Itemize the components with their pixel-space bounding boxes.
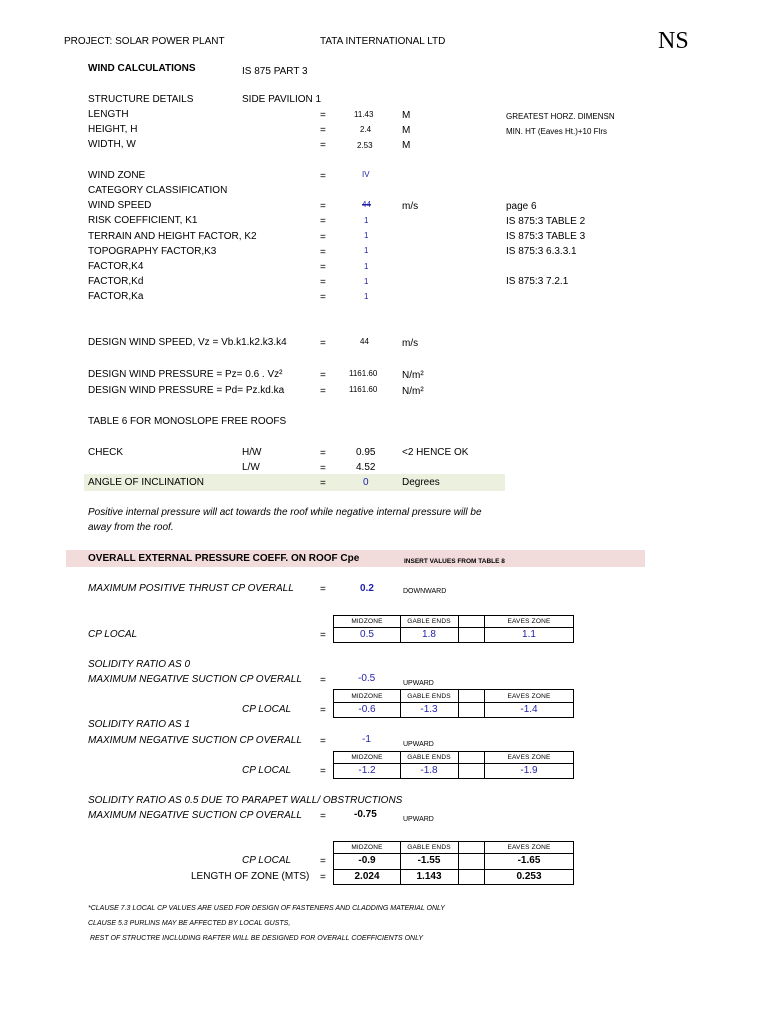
factor-note: page 6	[506, 201, 537, 212]
equals-sign: =	[320, 232, 326, 243]
angle-unit: Degrees	[402, 477, 440, 488]
cp-local-eaves-value: -1.4	[520, 704, 538, 715]
cp-local-gable-value: -1.3	[420, 704, 438, 715]
col-header-eaves-zone: EAVES ZONE	[507, 618, 551, 625]
cp-local-midzone-value: 0.5	[360, 629, 374, 640]
structure-name: SIDE PAVILION 1	[242, 94, 322, 105]
design-pressure-d-value: 1161.60	[349, 385, 378, 394]
dimension-unit: M	[402, 125, 411, 136]
wind-calculations-heading: WIND CALCULATIONS	[88, 63, 196, 74]
cpe-insert-note: INSERT VALUES FROM TABLE 8	[404, 558, 505, 565]
factor-note: IS 875:3 6.3.3.1	[506, 246, 577, 257]
cp-local-midzone-value: -0.6	[358, 704, 376, 715]
check-ratio: L/W	[242, 462, 260, 473]
cp-local-eaves-value: 1.1	[522, 629, 536, 640]
factor-value: 1	[364, 246, 369, 255]
negative-suction-label: MAXIMUM NEGATIVE SUCTION CP OVERALL	[88, 735, 302, 746]
equals-sign: =	[320, 292, 326, 303]
col-header-eaves-zone: EAVES ZONE	[507, 754, 551, 761]
wind-zone-label: WIND ZONE	[88, 170, 146, 181]
dimension-note: GREATEST HORZ. DIMENSN	[506, 112, 615, 121]
cp-local-gable-value: -1.55	[417, 855, 441, 866]
equals-sign: =	[320, 872, 326, 883]
dimension-value: 11.43	[354, 110, 374, 119]
equals-sign: =	[320, 856, 326, 867]
cp-local-eaves-value: -1.9	[520, 765, 538, 776]
check-value: 4.52	[356, 462, 376, 473]
equals-sign: =	[320, 478, 326, 489]
col-header-eaves-zone: EAVES ZONE	[507, 844, 551, 851]
check-value: 0.95	[356, 447, 376, 458]
project-title: PROJECT: SOLAR POWER PLANT	[64, 36, 225, 47]
angle-value: 0	[363, 477, 369, 488]
category-label: CATEGORY CLASSIFICATION	[88, 185, 228, 196]
factor-value: 1	[364, 231, 369, 240]
direction-label: UPWARD	[403, 816, 434, 823]
equals-sign: =	[320, 811, 326, 822]
code-reference: IS 875 PART 3	[242, 66, 308, 77]
equals-sign: =	[320, 125, 326, 136]
col-header-midzone: MIDZONE	[351, 754, 383, 761]
factor-value: 44	[362, 200, 371, 209]
design-wind-speed-value: 44	[360, 337, 369, 346]
cp-local-label: CP LOCAL	[242, 855, 292, 866]
equals-sign: =	[320, 201, 326, 212]
negative-suction-value: -1	[362, 734, 371, 745]
factor-value: 1	[364, 216, 369, 225]
equals-sign: =	[320, 463, 326, 474]
positive-thrust-label: MAXIMUM POSITIVE THRUST CP OVERALL	[88, 583, 294, 594]
negative-suction-value: -0.75	[354, 809, 377, 820]
solidity-0-cp-local-table	[333, 689, 574, 718]
factor-label: RISK COEFFICIENT, K1	[88, 215, 198, 226]
equals-sign: =	[320, 262, 326, 273]
col-header-eaves-zone: EAVES ZONE	[507, 693, 551, 700]
design-pressure-d-label: DESIGN WIND PRESSURE = Pd= Pz.kd.ka	[88, 385, 285, 396]
equals-sign: =	[320, 386, 326, 397]
design-pressure-z-unit: N/m²	[402, 370, 424, 381]
factor-label: WIND SPEED	[88, 200, 152, 211]
positive-cp-local-table	[333, 615, 574, 643]
equals-sign: =	[320, 705, 326, 716]
equals-sign: =	[320, 338, 326, 349]
equals-sign: =	[320, 247, 326, 258]
zone-length-eaves-value: 0.253	[516, 871, 542, 882]
design-pressure-z-label: DESIGN WIND PRESSURE = Pz= 0.6 . Vz²	[88, 369, 283, 380]
factor-value: 1	[364, 262, 369, 271]
length-of-zone-label: LENGTH OF ZONE (MTS)	[191, 871, 310, 882]
col-header-gable-ends: GABLE ENDS	[407, 693, 451, 700]
direction-label: UPWARD	[403, 680, 434, 687]
factor-label: FACTOR,K4	[88, 261, 144, 272]
solidity-1-label: SOLIDITY RATIO AS 1	[88, 719, 191, 730]
negative-suction-value: -0.5	[358, 673, 376, 684]
cp-local-midzone-value: -1.2	[358, 765, 376, 776]
equals-sign: =	[320, 630, 326, 641]
equals-sign: =	[320, 277, 326, 288]
check-label: CHECK	[88, 447, 124, 458]
factor-label: TERRAIN AND HEIGHT FACTOR, K2	[88, 231, 257, 242]
pressure-note-line1: Positive internal pressure will act towards the roof while negative internal pressure will be	[88, 507, 482, 518]
pressure-note-line2: away from the roof.	[88, 522, 174, 533]
dimension-unit: M	[402, 110, 411, 121]
equals-sign: =	[320, 448, 326, 459]
equals-sign: =	[320, 110, 326, 121]
positive-thrust-value: 0.2	[360, 583, 374, 594]
initials-mark: NS	[658, 28, 689, 54]
col-header-midzone: MIDZONE	[351, 844, 383, 851]
cp-local-label: CP LOCAL	[242, 765, 292, 776]
equals-sign: =	[320, 171, 326, 182]
design-wind-speed-label: DESIGN WIND SPEED, Vz = Vb.k1.k2.k3.k4	[88, 337, 287, 348]
dimension-label: WIDTH, W	[88, 139, 136, 150]
factor-label: TOPOGRAPHY FACTOR,K3	[88, 246, 217, 257]
positive-direction: DOWNWARD	[403, 588, 447, 595]
factor-label: FACTOR,Kd	[88, 276, 144, 287]
equals-sign: =	[320, 140, 326, 151]
footnote: CLAUSE 5.3 PURLINS MAY BE AFFECTED BY LOCAL GUSTS,	[88, 920, 291, 927]
dimension-label: HEIGHT, H	[88, 124, 138, 135]
dimension-value: 2.4	[360, 125, 372, 134]
col-header-gable-ends: GABLE ENDS	[407, 754, 451, 761]
company-name: TATA INTERNATIONAL LTD	[320, 36, 446, 47]
solidity-1-cp-local-table	[333, 751, 574, 779]
factor-label: FACTOR,Ka	[88, 291, 144, 302]
structure-details-label: STRUCTURE DETAILS	[88, 94, 194, 105]
angle-label: ANGLE OF INCLINATION	[88, 477, 204, 488]
factor-value: 1	[364, 277, 369, 286]
check-note: <2 HENCE OK	[402, 447, 469, 458]
factor-value: 1	[364, 292, 369, 301]
wind-zone-value: IV	[362, 170, 370, 179]
cp-local-midzone-value: -0.9	[358, 855, 376, 866]
factor-unit: m/s	[402, 201, 419, 212]
dimension-note: MIN. HT (Eaves Ht.)+10 Flrs	[506, 127, 607, 136]
factor-note: IS 875:3 TABLE 2	[506, 216, 586, 227]
table6-label: TABLE 6 FOR MONOSLOPE FREE ROOFS	[88, 416, 287, 427]
negative-suction-label: MAXIMUM NEGATIVE SUCTION CP OVERALL	[88, 674, 302, 685]
cp-local-label: CP LOCAL	[88, 629, 138, 640]
solidity-05-cp-local-table	[333, 841, 574, 885]
dimension-unit: M	[402, 140, 411, 151]
factor-note: IS 875:3 7.2.1	[506, 276, 569, 287]
equals-sign: =	[320, 216, 326, 227]
col-header-midzone: MIDZONE	[351, 693, 383, 700]
equals-sign: =	[320, 370, 326, 381]
direction-label: UPWARD	[403, 741, 434, 748]
design-pressure-d-unit: N/m²	[402, 386, 424, 397]
col-header-gable-ends: GABLE ENDS	[407, 844, 451, 851]
col-header-midzone: MIDZONE	[351, 618, 383, 625]
check-ratio: H/W	[242, 447, 262, 458]
cp-local-eaves-value: -1.65	[517, 855, 541, 866]
equals-sign: =	[320, 675, 326, 686]
equals-sign: =	[320, 736, 326, 747]
footnote: REST OF STRUCTRE INCLUDING RAFTER WILL BE DESIGNED FOR OVERALL COEFFICIENTS ONLY	[88, 935, 424, 942]
design-pressure-z-value: 1161.60	[349, 369, 378, 378]
cp-local-label: CP LOCAL	[242, 704, 292, 715]
negative-suction-label: MAXIMUM NEGATIVE SUCTION CP OVERALL	[88, 810, 302, 821]
solidity-05-label: SOLIDITY RATIO AS 0.5 DUE TO PARAPET WALL/ OBSTRUCTIONS	[88, 795, 403, 806]
dimension-value: 2.53	[357, 141, 373, 150]
footnote: *CLAUSE 7.3 LOCAL CP VALUES ARE USED FOR DESIGN OF FASTENERS AND CLADDING MATERIAL ONLY	[88, 905, 445, 912]
equals-sign: =	[320, 584, 326, 595]
solidity-0-label: SOLIDITY RATIO AS 0	[88, 659, 191, 670]
design-wind-speed-unit: m/s	[402, 338, 419, 349]
dimension-label: LENGTH	[88, 109, 129, 120]
col-header-gable-ends: GABLE ENDS	[407, 618, 451, 625]
cp-local-gable-value: -1.8	[420, 765, 438, 776]
zone-length-midzone-value: 2.024	[354, 871, 380, 882]
cp-local-gable-value: 1.8	[422, 629, 436, 640]
equals-sign: =	[320, 766, 326, 777]
zone-length-gable-value: 1.143	[416, 871, 442, 882]
factor-note: IS 875:3 TABLE 3	[506, 231, 586, 242]
cpe-heading: OVERALL EXTERNAL PRESSURE COEFF. ON ROOF Cpe	[88, 553, 360, 564]
